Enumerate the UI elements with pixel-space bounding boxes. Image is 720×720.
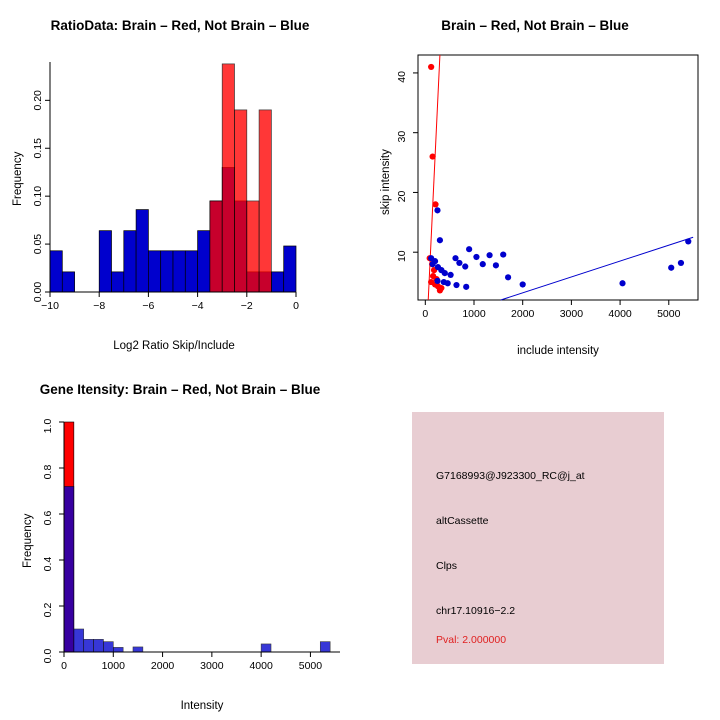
svg-text:3000: 3000 — [559, 308, 584, 320]
scatter-xaxis-label: include intensity — [517, 345, 599, 357]
gene-hist-title: Gene Itensity: Brain – Red, Not Brain – Blue — [39, 382, 321, 397]
svg-text:0.15: 0.15 — [32, 138, 44, 159]
svg-text:20: 20 — [396, 190, 408, 203]
svg-text:0.8: 0.8 — [42, 464, 54, 480]
info-locus: chr17.10916−2.2 — [436, 605, 516, 617]
svg-text:0.4: 0.4 — [42, 556, 54, 572]
svg-text:2000: 2000 — [150, 660, 175, 672]
svg-text:0.05: 0.05 — [32, 233, 44, 255]
svg-text:−2: −2 — [240, 300, 253, 312]
panel-intensity-scatter — [360, 0, 720, 360]
scatter-title: Brain – Red, Not Brain – Blue — [441, 18, 629, 33]
svg-text:30: 30 — [396, 130, 408, 143]
svg-text:5000: 5000 — [298, 660, 323, 672]
svg-text:2000: 2000 — [511, 308, 535, 320]
panel-gene-intensity-histogram — [0, 360, 360, 720]
scatter-yaxis-label: skip intensity — [380, 149, 392, 215]
svg-text:5000: 5000 — [657, 308, 681, 320]
svg-text:−6: −6 — [142, 300, 155, 312]
svg-text:0.6: 0.6 — [42, 510, 54, 526]
ratio-yaxis-label: Frequency — [12, 151, 24, 206]
info-probeset-id: G7168993@J923300_RC@j_at — [436, 470, 585, 482]
ratio-histogram-plot — [0, 0, 360, 360]
svg-text:1.0: 1.0 — [42, 418, 54, 434]
gene-xaxis-label: Intensity — [180, 700, 224, 712]
svg-text:0: 0 — [422, 308, 429, 320]
gene-histogram-plot — [0, 360, 360, 720]
svg-text:0.0: 0.0 — [42, 648, 54, 664]
svg-text:4000: 4000 — [249, 660, 273, 672]
gene-info-box — [412, 412, 664, 664]
svg-text:0: 0 — [293, 300, 299, 312]
svg-text:0.00: 0.00 — [32, 281, 44, 303]
gene-yaxis-label: Frequency — [22, 513, 34, 568]
scatter-plot — [360, 0, 720, 360]
info-event-type: altCassette — [436, 515, 489, 527]
svg-text:0.2: 0.2 — [42, 602, 54, 618]
svg-text:3000: 3000 — [200, 660, 224, 672]
svg-text:10: 10 — [396, 250, 408, 263]
svg-text:−4: −4 — [191, 300, 204, 312]
panel-ratio-histogram — [0, 0, 360, 360]
info-gene-symbol: Clps — [436, 560, 458, 572]
svg-text:4000: 4000 — [608, 308, 632, 320]
svg-text:−10: −10 — [41, 300, 59, 312]
svg-text:1000: 1000 — [101, 660, 125, 672]
info-pval: Pval: 2.000000 — [436, 634, 507, 646]
svg-text:1000: 1000 — [462, 308, 486, 320]
svg-text:0.20: 0.20 — [32, 90, 44, 111]
svg-text:0.10: 0.10 — [32, 185, 44, 207]
ratio-xaxis-label: Log2 Ratio Skip/Include — [113, 340, 235, 352]
svg-text:40: 40 — [396, 71, 408, 83]
svg-text:−8: −8 — [93, 300, 106, 312]
panel-ratio-title: RatioData: Brain – Red, Not Brain – Blue — [50, 18, 310, 33]
svg-text:0: 0 — [61, 660, 67, 672]
